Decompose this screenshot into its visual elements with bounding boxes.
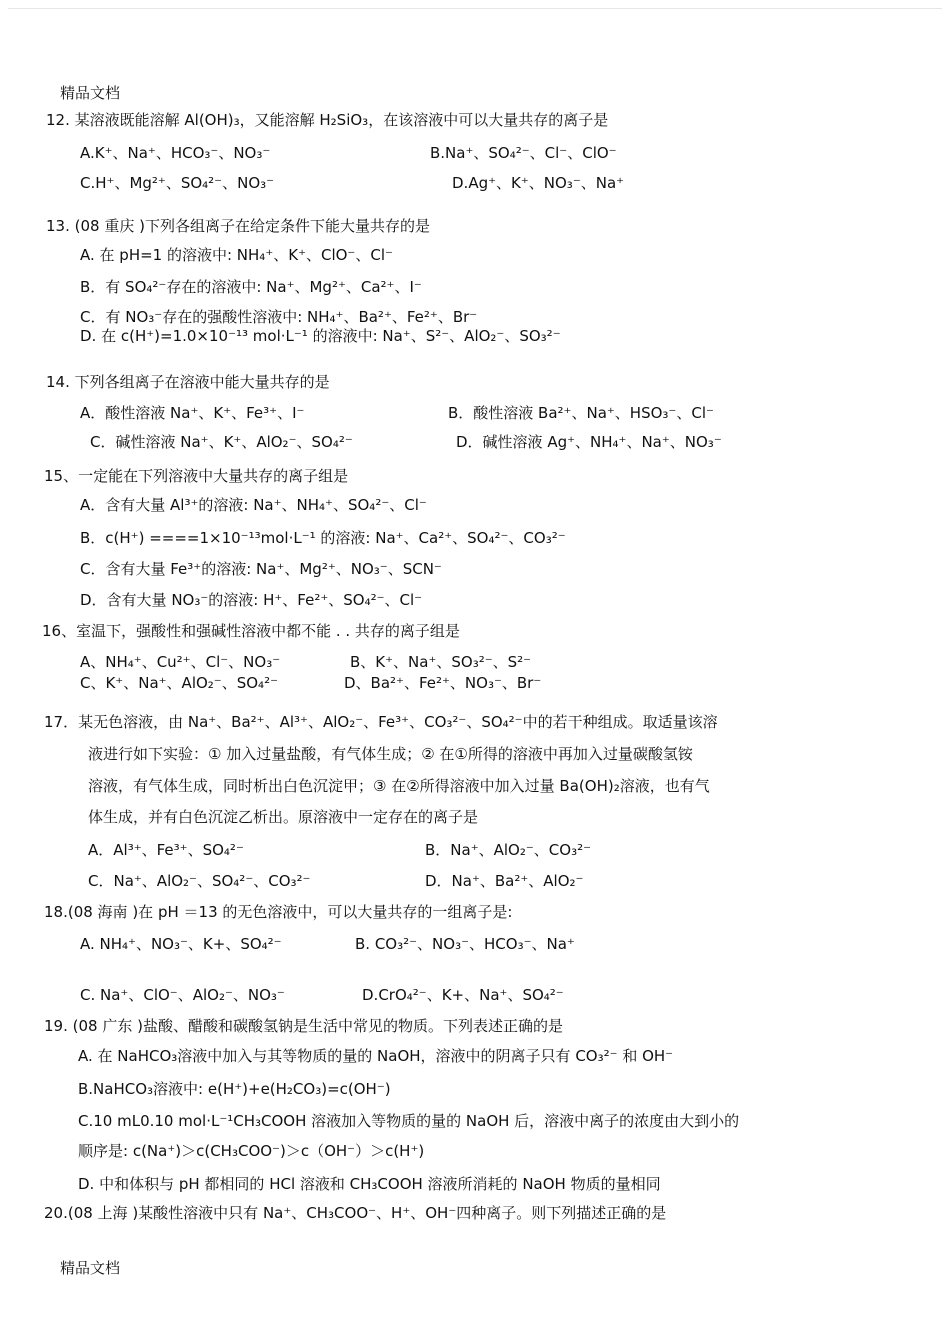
question-18-stem: 18.(08 海南 )在 pH ＝13 的无色溶液中，可以大量共存的一组离子是:: [44, 903, 513, 921]
q17-option-c: C．Na⁺、AlO₂⁻、SO₄²⁻、CO₃²⁻: [88, 872, 311, 890]
q13-option-b: B．有 SO₄²⁻存在的溶液中: Na⁺、Mg²⁺、Ca²⁺、I⁻: [80, 278, 422, 296]
q16-option-b: B、K⁺、Na⁺、SO₃²⁻、S²⁻: [350, 653, 532, 671]
q12-option-a: A.K⁺、Na⁺、HCO₃⁻、NO₃⁻: [80, 144, 271, 162]
q19-option-b: B.NaHCO₃溶液中: e(H⁺)+e(H₂CO₃)=c(OH⁻): [78, 1080, 391, 1098]
q16-option-a: A、NH₄⁺、Cu²⁺、Cl⁻、NO₃⁻: [80, 653, 281, 671]
q15-option-c: C．含有大量 Fe³⁺的溶液: Na⁺、Mg²⁺、NO₃⁻、SCN⁻: [80, 560, 442, 578]
q16-option-c: C、K⁺、Na⁺、AlO₂⁻、SO₄²⁻: [80, 674, 278, 692]
page-header: 精品文档: [60, 84, 121, 102]
question-13-stem: 13. (08 重庆 )下列各组离子在给定条件下能大量共存的是: [46, 217, 430, 235]
q14-option-b: B．酸性溶液 Ba²⁺、Na⁺、HSO₃⁻、Cl⁻: [448, 404, 714, 422]
question-17-stem-line-2: 液进行如下实验：① 加入过量盐酸，有气体生成；② 在①所得的溶液中再加入过量碳酸氢铵: [88, 745, 693, 763]
question-15-stem: 15、一定能在下列溶液中大量共存的离子组是: [44, 467, 349, 485]
q18-option-d: D.CrO₄²⁻、K+、Na⁺、SO₄²⁻: [362, 986, 564, 1004]
q12-option-c: C.H⁺、Mg²⁺、SO₄²⁻、NO₃⁻: [80, 174, 275, 192]
q18-option-b: B. CO₃²⁻、NO₃⁻、HCO₃⁻、Na⁺: [355, 935, 575, 953]
q15-option-b: B．c(H⁺) ====1×10⁻¹³mol·L⁻¹ 的溶液: Na⁺、Ca²⁺、SO₄²⁻、CO₃²⁻: [80, 529, 566, 547]
q17-option-b: B．Na⁺、AlO₂⁻、CO₃²⁻: [425, 841, 592, 859]
q14-option-a: A．酸性溶液 Na⁺、K⁺、Fe³⁺、I⁻: [80, 404, 305, 422]
q14-option-c: C．碱性溶液 Na⁺、K⁺、AlO₂⁻、SO₄²⁻: [90, 433, 353, 451]
q18-option-a: A. NH₄⁺、NO₃⁻、K+、SO₄²⁻: [80, 935, 282, 953]
q13-option-d: D. 在 c(H⁺)=1.0×10⁻¹³ mol·L⁻¹ 的溶液中: Na⁺、S²⁻、AlO₂⁻、SO₃²⁻: [80, 327, 561, 345]
page-footer: 精品文档: [60, 1259, 121, 1277]
q15-option-d: D．含有大量 NO₃⁻的溶液: H⁺、Fe²⁺、SO₄²⁻、Cl⁻: [80, 591, 423, 609]
question-19-stem: 19. (08 广东 )盐酸、醋酸和碳酸氢钠是生活中常见的物质。下列表述正确的是: [44, 1017, 563, 1035]
q16-option-d: D、Ba²⁺、Fe²⁺、NO₃⁻、Br⁻: [344, 674, 542, 692]
q13-option-a: A. 在 pH=1 的溶液中: NH₄⁺、K⁺、ClO⁻、Cl⁻: [80, 246, 393, 264]
q19-option-d: D. 中和体积与 pH 都相同的 HCl 溶液和 CH₃COOH 溶液所消耗的 NaOH 物质的量相同: [78, 1175, 661, 1193]
q19-option-c-line-2: 顺序是: c(Na⁺)＞c(CH₃COO⁻)＞c（OH⁻）＞c(H⁺): [78, 1142, 425, 1160]
q19-option-c-line-1: C.10 mL0.10 mol·L⁻¹CH₃COOH 溶液加入等物质的量的 NaOH 后，溶液中离子的浓度由大到小的: [78, 1112, 740, 1130]
q17-option-a: A．Al³⁺、Fe³⁺、SO₄²⁻: [88, 841, 244, 859]
q13-option-c: C．有 NO₃⁻存在的强酸性溶液中: NH₄⁺、Ba²⁺、Fe²⁺、Br⁻: [80, 308, 478, 326]
q14-option-d: D．碱性溶液 Ag⁺、NH₄⁺、Na⁺、NO₃⁻: [456, 433, 722, 451]
question-17-stem-line-3: 溶液，有气体生成，同时析出白色沉淀甲；③ 在②所得溶液中加入过量 Ba(OH)₂溶液，也有气: [88, 777, 710, 795]
question-20-stem: 20.(08 上海 )某酸性溶液中只有 Na⁺、CH₃COO⁻、H⁺、OH⁻四种离子。则下列描述正确的是: [44, 1204, 667, 1222]
q12-option-b: B.Na⁺、SO₄²⁻、Cl⁻、ClO⁻: [430, 144, 617, 162]
question-17-stem-line-1: 17．某无色溶液，由 Na⁺、Ba²⁺、Al³⁺、AlO₂⁻、Fe³⁺、CO₃²⁻、SO₄²⁻中的若干种组成。取适量该溶: [44, 713, 718, 731]
q17-option-d: D．Na⁺、Ba²⁺、AlO₂⁻: [425, 872, 584, 890]
q15-option-a: A．含有大量 Al³⁺的溶液: Na⁺、NH₄⁺、SO₄²⁻、Cl⁻: [80, 496, 427, 514]
q19-option-a: A. 在 NaHCO₃溶液中加入与其等物质的量的 NaOH，溶液中的阴离子只有 CO₃²⁻ 和 OH⁻: [78, 1047, 674, 1065]
q18-option-c: C. Na⁺、ClO⁻、AlO₂⁻、NO₃⁻: [80, 986, 285, 1004]
q12-option-d: D.Ag⁺、K⁺、NO₃⁻、Na⁺: [452, 174, 625, 192]
question-12-stem: 12. 某溶液既能溶解 Al(OH)₃，又能溶解 H₂SiO₃，在该溶液中可以大量共存的离子是: [46, 111, 609, 129]
question-14-stem: 14. 下列各组离子在溶液中能大量共存的是: [46, 373, 330, 391]
question-17-stem-line-4: 体生成，并有白色沉淀乙析出。原溶液中一定存在的离子是: [88, 808, 479, 826]
question-16-stem: 16、室温下，强酸性和强碱性溶液中都不能 . . 共存的离子组是: [42, 622, 460, 640]
